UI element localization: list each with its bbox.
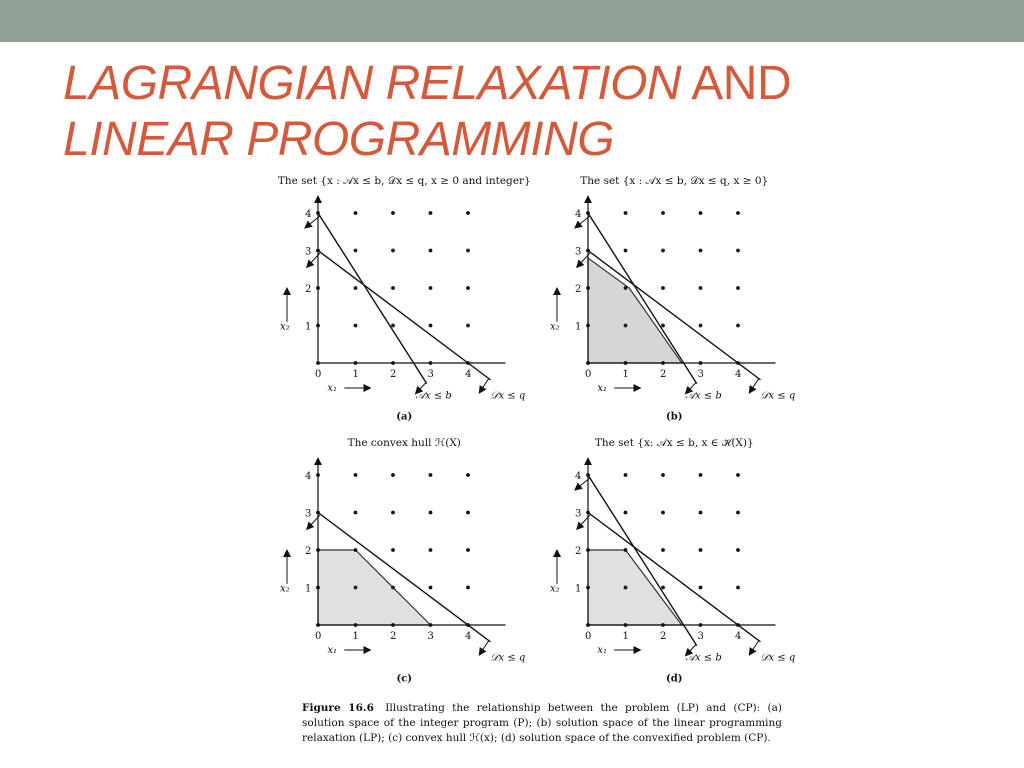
title-italic-part: LAGRANGIAN RELAXATION (63, 57, 682, 110)
lattice-point (736, 473, 740, 477)
lattice-point (391, 361, 395, 365)
lattice-point (661, 249, 665, 253)
lattice-point (354, 473, 358, 477)
lattice-point (391, 211, 395, 215)
y-tick-label: 4 (575, 209, 582, 220)
lattice-point (586, 623, 590, 627)
x-tick-label: 4 (465, 631, 472, 642)
x-tick-label: 1 (352, 631, 359, 642)
lattice-point (391, 623, 395, 627)
lattice-point (316, 361, 320, 365)
x-tick-label: 4 (735, 369, 742, 380)
lattice-point (699, 361, 703, 365)
lattice-point (586, 286, 590, 290)
lattice-point (624, 548, 628, 552)
x-tick-label: 2 (660, 369, 667, 380)
lattice-point (624, 286, 628, 290)
panel-c (280, 437, 525, 685)
lattice-point (391, 286, 395, 290)
lattice-point (586, 586, 590, 590)
lattice-point (466, 548, 470, 552)
x-tick-label: 1 (352, 369, 359, 380)
y-tick-label: 3 (575, 246, 582, 258)
lattice-point (466, 324, 470, 328)
lattice-point (391, 548, 395, 552)
lattice-point (466, 211, 470, 215)
lattice-point (624, 324, 628, 328)
lattice-point (661, 623, 665, 627)
lattice-point (736, 249, 740, 253)
lattice-point (699, 324, 703, 328)
y-tick-label: 1 (575, 583, 582, 595)
lattice-point (699, 211, 703, 215)
convex-hull-shade (318, 550, 431, 625)
y-axis-label: x₂ (280, 321, 290, 333)
lattice-point (316, 623, 320, 627)
lattice-point (699, 249, 703, 253)
x-tick-label: 3 (427, 369, 434, 380)
x-tick-label: 0 (585, 369, 592, 380)
lattice-point (736, 511, 740, 515)
lattice-point (699, 473, 703, 477)
lattice-point (661, 473, 665, 477)
lattice-point (586, 324, 590, 328)
lattice-point (316, 548, 320, 552)
dx-constraint-label: 𝒟x ≤ q (490, 390, 526, 402)
y-tick-label: 4 (305, 209, 312, 220)
lattice-point (466, 286, 470, 290)
x-tick-label: 3 (697, 369, 704, 380)
lattice-point (736, 211, 740, 215)
x-tick-label: 3 (697, 631, 704, 642)
title-regular-part: AND (681, 57, 792, 110)
lattice-point (429, 361, 433, 365)
lattice-point (466, 473, 470, 477)
lattice-point (699, 586, 703, 590)
panel-d (550, 437, 795, 685)
lattice-point (661, 548, 665, 552)
lattice-point (316, 324, 320, 328)
lattice-point (736, 286, 740, 290)
lattice-point (624, 586, 628, 590)
lattice-point (429, 211, 433, 215)
y-axis-label: x₂ (550, 583, 560, 595)
y-tick-label: 3 (305, 508, 312, 520)
x-axis-label: x₁ (327, 645, 338, 656)
y-tick-label: 1 (575, 321, 582, 333)
lattice-point (316, 586, 320, 590)
lattice-point (429, 586, 433, 590)
dx-constraint-label: 𝒟x ≤ q (760, 652, 796, 664)
lattice-point (429, 249, 433, 253)
y-tick-label: 2 (305, 284, 312, 295)
panel-a (278, 175, 531, 423)
panel-sublabel: (c) (396, 673, 413, 685)
lattice-point (429, 473, 433, 477)
lattice-point (429, 324, 433, 328)
dx-direction-arrow (479, 641, 488, 655)
dx-constraint-label: 𝒟x ≤ q (760, 390, 796, 402)
y-tick-label: 3 (575, 508, 582, 520)
cp-region-shade (588, 550, 682, 625)
x-tick-label: 2 (660, 631, 667, 642)
x-tick-label: 0 (315, 631, 322, 642)
panel-header: The convex hull ℋ(X) (347, 436, 461, 449)
lattice-point (661, 511, 665, 515)
lattice-point (736, 324, 740, 328)
x-axis-label: x₁ (327, 383, 338, 394)
x-axis-label: x₁ (597, 383, 608, 394)
figure-caption (302, 701, 782, 746)
lattice-point (354, 211, 358, 215)
x-tick-label: 4 (465, 369, 472, 380)
lattice-point (316, 473, 320, 477)
lattice-point (391, 473, 395, 477)
y-tick-label: 4 (575, 471, 582, 482)
y-tick-label: 2 (305, 546, 312, 557)
lattice-point (354, 548, 358, 552)
lattice-point (624, 249, 628, 253)
lattice-point (391, 586, 395, 590)
lattice-point (316, 286, 320, 290)
lattice-point (429, 511, 433, 515)
caption-label: Figure 16.6 (302, 702, 374, 714)
y-tick-label: 3 (305, 246, 312, 258)
panel-b (550, 175, 795, 423)
lattice-point (699, 623, 703, 627)
lattice-point (624, 511, 628, 515)
x-axis-label: x₁ (597, 645, 608, 656)
figure-16-6 (270, 165, 810, 695)
dx-direction-arrow (749, 379, 758, 393)
lattice-point (624, 473, 628, 477)
lattice-point (466, 511, 470, 515)
lattice-point (661, 586, 665, 590)
x-tick-label: 2 (390, 369, 397, 380)
panel-header: The set {x: 𝒜x ≤ b, x ∈ ℋ(X)} (594, 436, 754, 449)
top-accent-band (0, 0, 1024, 42)
panel-sublabel: (d) (666, 673, 683, 685)
lattice-point (354, 586, 358, 590)
ax-constraint-line (318, 213, 427, 384)
lattice-point (429, 286, 433, 290)
panel-sublabel: (b) (666, 411, 683, 423)
dx-direction-arrow (749, 641, 758, 655)
lattice-point (624, 211, 628, 215)
lattice-point (736, 586, 740, 590)
lattice-point (624, 623, 628, 627)
lattice-point (736, 548, 740, 552)
x-tick-label: 0 (585, 631, 592, 642)
lattice-point (354, 249, 358, 253)
lattice-point (586, 548, 590, 552)
lattice-point (391, 511, 395, 515)
lattice-point (699, 548, 703, 552)
lattice-point (354, 623, 358, 627)
lattice-point (661, 324, 665, 328)
lattice-point (466, 586, 470, 590)
ax-constraint-label: 𝒜x ≤ b (685, 390, 722, 402)
y-axis-label: x₂ (280, 583, 290, 595)
lattice-point (699, 286, 703, 290)
lattice-point (354, 324, 358, 328)
lattice-point (661, 286, 665, 290)
lattice-point (354, 286, 358, 290)
x-tick-label: 2 (390, 631, 397, 642)
lattice-point (391, 249, 395, 253)
ax-constraint-label: 𝒜x ≤ b (415, 390, 452, 402)
x-tick-label: 0 (315, 369, 322, 380)
title-line2: LINEAR PROGRAMMING (63, 113, 615, 166)
lattice-point (354, 511, 358, 515)
x-tick-label: 4 (735, 631, 742, 642)
lattice-point (429, 548, 433, 552)
slide-title (63, 56, 791, 168)
dx-direction-arrow (479, 379, 488, 393)
lattice-point (624, 361, 628, 365)
x-tick-label: 3 (427, 631, 434, 642)
lattice-point (661, 211, 665, 215)
y-tick-label: 2 (575, 546, 582, 557)
lattice-point (354, 361, 358, 365)
lattice-point (466, 249, 470, 253)
dx-constraint-label: 𝒟x ≤ q (490, 652, 526, 664)
panel-header: The set {x : 𝒜x ≤ b, 𝒟x ≤ q, x ≥ 0} (580, 174, 769, 187)
panel-header: The set {x : 𝒜x ≤ b, 𝒟x ≤ q, x ≥ 0 and integer} (277, 174, 531, 187)
y-tick-label: 1 (305, 321, 312, 333)
y-tick-label: 2 (575, 284, 582, 295)
x-tick-label: 1 (622, 631, 629, 642)
y-axis-label: x₂ (550, 321, 560, 333)
lattice-point (586, 361, 590, 365)
ax-constraint-label: 𝒜x ≤ b (685, 652, 722, 664)
caption-text: Illustrating the relationship between the problem (LP) and (CP): (a) solution space of the integer program (P); (b) solution space of the linear programming relaxation (LP); (c) convex hull ℋ(x); (d) solution space of the convexified problem (CP). (302, 702, 782, 744)
lattice-point (391, 324, 395, 328)
y-tick-label: 1 (305, 583, 312, 595)
lattice-point (699, 511, 703, 515)
lattice-point (429, 623, 433, 627)
lattice-point (661, 361, 665, 365)
x-tick-label: 1 (622, 369, 629, 380)
y-tick-label: 4 (305, 471, 312, 482)
dx-constraint-line (318, 251, 491, 380)
panel-sublabel: (a) (396, 411, 413, 423)
